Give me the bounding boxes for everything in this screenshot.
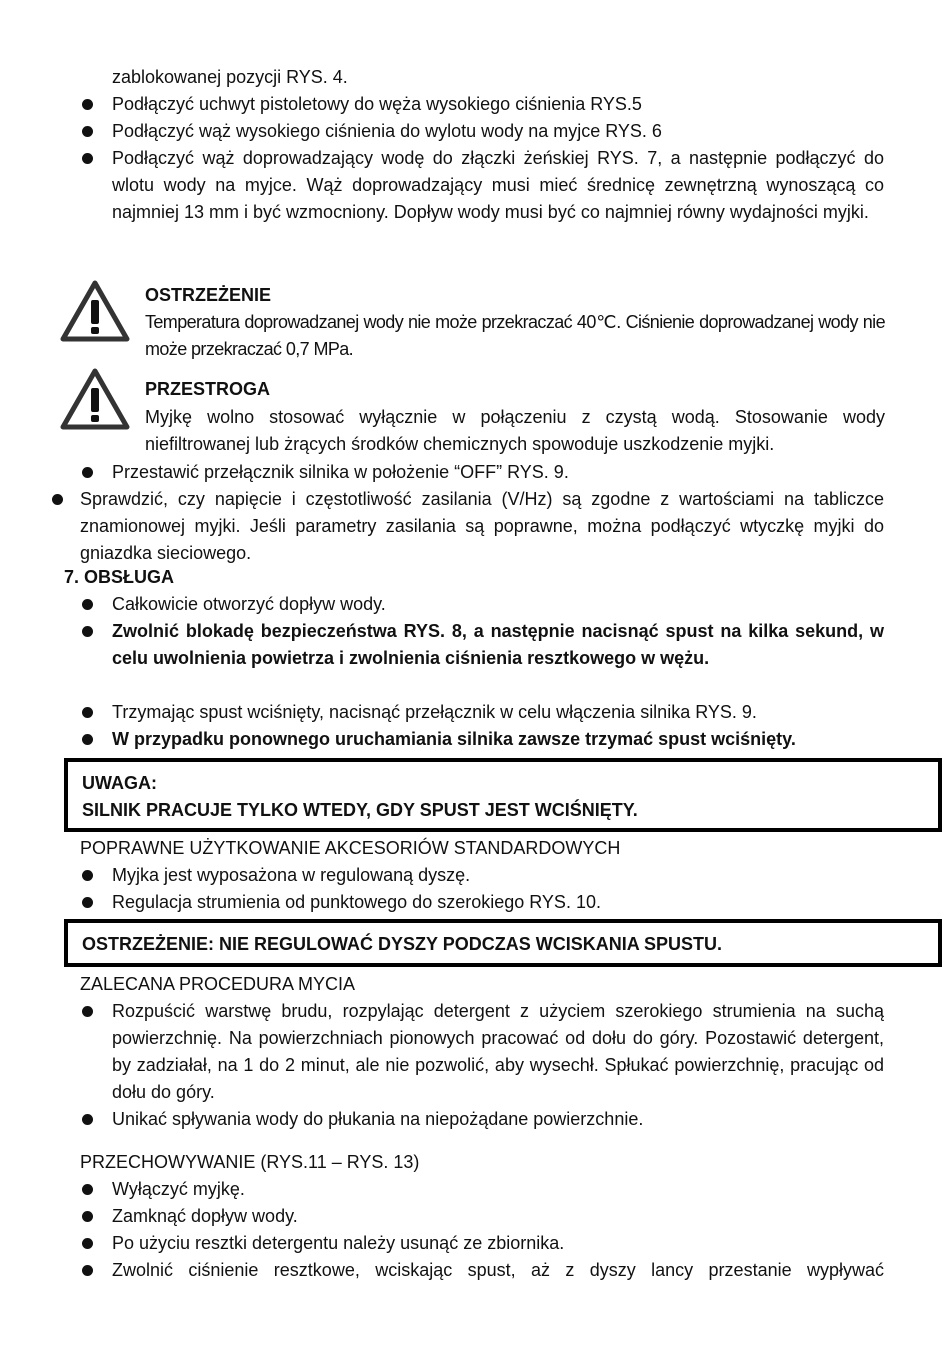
warning-title: OSTRZEŻENIE: [145, 285, 272, 305]
bullet-icon: [82, 467, 93, 478]
list-item: Całkowicie otworzyć dopływ wody.: [112, 594, 386, 614]
list-item: Rozpuścić warstwę brudu, rozpylając detergent z użyciem szerokiego strumienia na suchą powierzchnię. Na powierzchniach pionowych pracować od dołu do góry. Pozostawić detergent, by zadziałał, na 1 do 2 minut, ale nie pozwolić, aby wysechł. Spłukać powierzchnię, pracując od dołu do góry.: [112, 1001, 884, 1102]
notice-title: UWAGA:: [82, 773, 157, 793]
list-item: Po użyciu resztki detergentu należy usunąć ze zbiornika.: [112, 1233, 565, 1253]
bullet-icon: [82, 1184, 93, 1195]
bullet-icon: [82, 734, 93, 745]
list-item: Podłączyć wąż doprowadzający wodę do złączki żeńskiej RYS. 7, a następnie podłączyć do wlotu wody na myjce. Wąż doprowadzający musi mieć średnicę zewnętrzną wynoszącą co najmniej 13 mm i być wzmocniony. Dopływ wody musi być co najmniej równy wydajności myjki.: [112, 148, 884, 222]
caution-title: PRZESTROGA: [145, 379, 271, 399]
list-item: Trzymając spust wciśnięty, nacisnąć przełącznik w celu włączenia silnika RYS. 9.: [112, 702, 757, 722]
list-item: Zwolnić blokadę bezpieczeństwa RYS. 8, a następnie nacisnąć spust na kilka sekund, w celu uwolnienia powietrza i zwolnienia ciśnienia resztkowego w wężu.: [112, 621, 884, 668]
caution-text: Myjkę wolno stosować wyłącznie w połączeniu z czystą wodą. Stosowanie wody niefiltrowanej lub żrących środków chemicznych spowoduje uszkodzenie myjki.: [145, 407, 885, 454]
list-item: Zamknąć dopływ wody.: [112, 1206, 298, 1226]
bullet-icon: [82, 599, 93, 610]
bullet-icon: [82, 1114, 93, 1125]
warning-triangle-icon: [60, 368, 130, 430]
bullet-icon: [82, 153, 93, 164]
warning-triangle-icon: [60, 280, 130, 342]
bullet-icon: [82, 626, 93, 637]
nozzle-warning-box: [64, 919, 942, 967]
warning-text: Temperatura doprowadzanej wody nie może przekraczać 40℃. Ciśnienie doprowadzanej wody nie może przekraczać 0,7 MPa.: [145, 312, 885, 359]
list-item: Unikać spływania wody do płukania na niepożądane powierzchnie.: [112, 1109, 644, 1129]
nozzle-warning-text: OSTRZEŻENIE: NIE REGULOWAĆ DYSZY PODCZAS WCISKANIA SPUSTU.: [82, 934, 723, 954]
bullet-icon: [82, 99, 93, 110]
list-item: Przestawić przełącznik silnika w położenie “OFF” RYS. 9.: [112, 462, 569, 482]
bullet-icon: [52, 494, 63, 505]
list-item: Podłączyć uchwyt pistoletowy do węża wysokiego ciśnienia RYS.5: [112, 94, 642, 114]
section-heading: PRZECHOWYWANIE (RYS.11 – RYS. 13): [80, 1152, 420, 1172]
notice-text: SILNIK PRACUJE TYLKO WTEDY, GDY SPUST JEST WCIŚNIĘTY.: [82, 800, 638, 820]
bullet-icon: [82, 1238, 93, 1249]
section-heading: POPRAWNE UŻYTKOWANIE AKCESORIÓW STANDARDOWYCH: [80, 838, 621, 858]
continuation-text: zablokowanej pozycji RYS. 4.: [112, 67, 348, 87]
list-item: W przypadku ponownego uruchamiania silnika zawsze trzymać spust wciśnięty.: [112, 729, 796, 749]
section-heading: 7. OBSŁUGA: [64, 567, 175, 587]
list-item: Sprawdzić, czy napięcie i częstotliwość zasilania (V/Hz) są zgodne z wartościami na tabliczce znamionowej myjki. Jeśli parametry zasilania są poprawne, można podłączyć wtyczkę myjki do gniazdka sieciowego.: [80, 489, 884, 563]
section-heading: ZALECANA PROCEDURA MYCIA: [80, 974, 356, 994]
list-item: Wyłączyć myjkę.: [112, 1179, 245, 1199]
list-item: Regulacja strumienia od punktowego do szerokiego RYS. 10.: [112, 892, 601, 912]
bullet-icon: [82, 1006, 93, 1017]
bullet-icon: [82, 870, 93, 881]
bullet-icon: [82, 126, 93, 137]
list-item: Podłączyć wąż wysokiego ciśnienia do wylotu wody na myjce RYS. 6: [112, 121, 662, 141]
bullet-icon: [82, 897, 93, 908]
list-item: Zwolnić ciśnienie resztkowe, wciskając spust, aż z dyszy lancy przestanie wypływać: [112, 1260, 884, 1280]
list-item: Myjka jest wyposażona w regulowaną dyszę.: [112, 865, 471, 885]
bullet-icon: [82, 1265, 93, 1276]
notice-box: [64, 758, 942, 832]
bullet-icon: [82, 707, 93, 718]
bullet-icon: [82, 1211, 93, 1222]
